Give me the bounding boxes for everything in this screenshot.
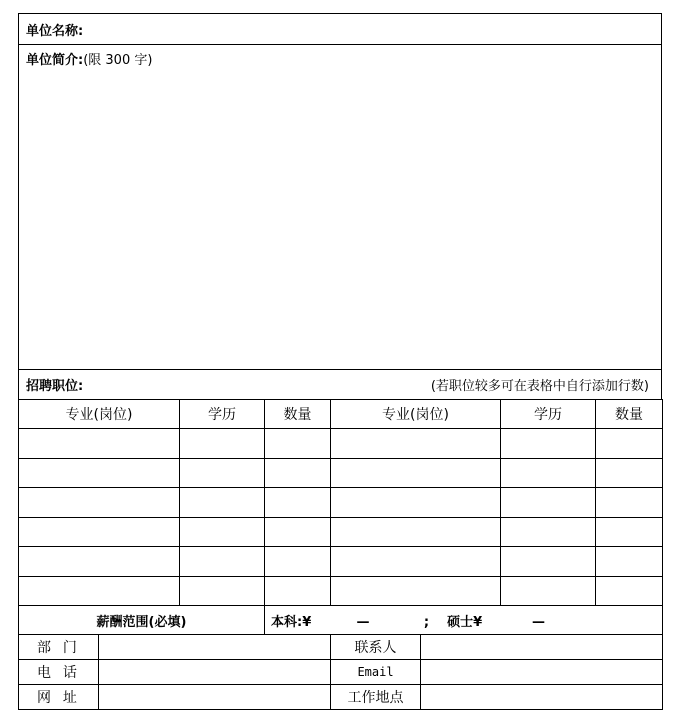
table-cell[interactable] — [180, 458, 265, 488]
table-cell[interactable] — [501, 458, 596, 488]
department-field[interactable] — [99, 635, 331, 660]
contact-row — [19, 635, 663, 660]
table-cell[interactable] — [265, 429, 331, 459]
company-info-form — [18, 13, 662, 710]
recruit-header-row — [18, 369, 662, 399]
salary-label: 薪酬范围(必填) — [19, 606, 265, 635]
email-label: Email — [331, 660, 421, 685]
table-row — [19, 488, 663, 518]
table-cell[interactable] — [596, 429, 663, 459]
table-cell[interactable] — [180, 517, 265, 547]
recruit-note: (若职位较多可在表格中自行添加行数) — [430, 379, 649, 394]
table-cell[interactable] — [19, 576, 180, 606]
table-cell[interactable] — [19, 488, 180, 518]
table-cell[interactable] — [180, 576, 265, 606]
unit-intro-hint: (限 300 字) — [83, 53, 153, 68]
unit-intro-area[interactable] — [18, 44, 662, 369]
table-cell[interactable] — [265, 458, 331, 488]
contact-row — [19, 660, 663, 685]
table-cell[interactable] — [596, 488, 663, 518]
table-cell[interactable] — [596, 458, 663, 488]
table-cell[interactable] — [19, 547, 180, 577]
table-cell[interactable] — [331, 488, 501, 518]
contact-table — [18, 634, 663, 710]
table-row — [19, 517, 663, 547]
table-cell[interactable] — [265, 488, 331, 518]
salary-table — [18, 605, 663, 635]
salary-row — [19, 606, 663, 635]
positions-header-row — [19, 400, 663, 429]
table-cell[interactable] — [501, 517, 596, 547]
table-cell[interactable] — [331, 517, 501, 547]
table-cell[interactable] — [501, 429, 596, 459]
table-cell[interactable] — [19, 429, 180, 459]
website-label: 网 址 — [19, 685, 99, 710]
table-cell[interactable] — [331, 576, 501, 606]
work-location-label: 工作地点 — [331, 685, 421, 710]
col-header-major-1: 专业(岗位) — [19, 400, 180, 429]
table-row — [19, 547, 663, 577]
positions-table — [18, 399, 663, 606]
email-field[interactable] — [421, 660, 663, 685]
phone-label: 电 话 — [19, 660, 99, 685]
table-cell[interactable] — [596, 576, 663, 606]
website-field[interactable] — [99, 685, 331, 710]
table-cell[interactable] — [331, 458, 501, 488]
salary-range-field[interactable]: 本科:¥ — ; 硕士¥ — — [265, 606, 663, 635]
contact-person-label: 联系人 — [331, 635, 421, 660]
table-cell[interactable] — [265, 576, 331, 606]
table-cell[interactable] — [19, 517, 180, 547]
table-cell[interactable] — [596, 517, 663, 547]
table-row — [19, 429, 663, 459]
table-cell[interactable] — [180, 488, 265, 518]
col-header-degree-2: 学历 — [501, 400, 596, 429]
table-cell[interactable] — [501, 547, 596, 577]
department-label: 部 门 — [19, 635, 99, 660]
unit-name-label: 单位名称: — [26, 23, 84, 39]
table-row — [19, 576, 663, 606]
col-header-quantity-1: 数量 — [265, 400, 331, 429]
table-cell[interactable] — [596, 547, 663, 577]
recruit-label: 招聘职位: — [26, 379, 84, 394]
unit-name-row[interactable] — [18, 13, 662, 44]
table-cell[interactable] — [501, 576, 596, 606]
phone-field[interactable] — [99, 660, 331, 685]
table-cell[interactable] — [331, 547, 501, 577]
contact-row — [19, 685, 663, 710]
col-header-major-2: 专业(岗位) — [331, 400, 501, 429]
col-header-degree-1: 学历 — [180, 400, 265, 429]
table-cell[interactable] — [180, 547, 265, 577]
table-cell[interactable] — [501, 488, 596, 518]
table-cell[interactable] — [265, 517, 331, 547]
unit-intro-label: 单位简介: — [26, 53, 84, 68]
col-header-quantity-2: 数量 — [596, 400, 663, 429]
contact-person-field[interactable] — [421, 635, 663, 660]
table-cell[interactable] — [19, 458, 180, 488]
table-cell[interactable] — [265, 547, 331, 577]
work-location-field[interactable] — [421, 685, 663, 710]
table-row — [19, 458, 663, 488]
table-cell[interactable] — [180, 429, 265, 459]
table-cell[interactable] — [331, 429, 501, 459]
